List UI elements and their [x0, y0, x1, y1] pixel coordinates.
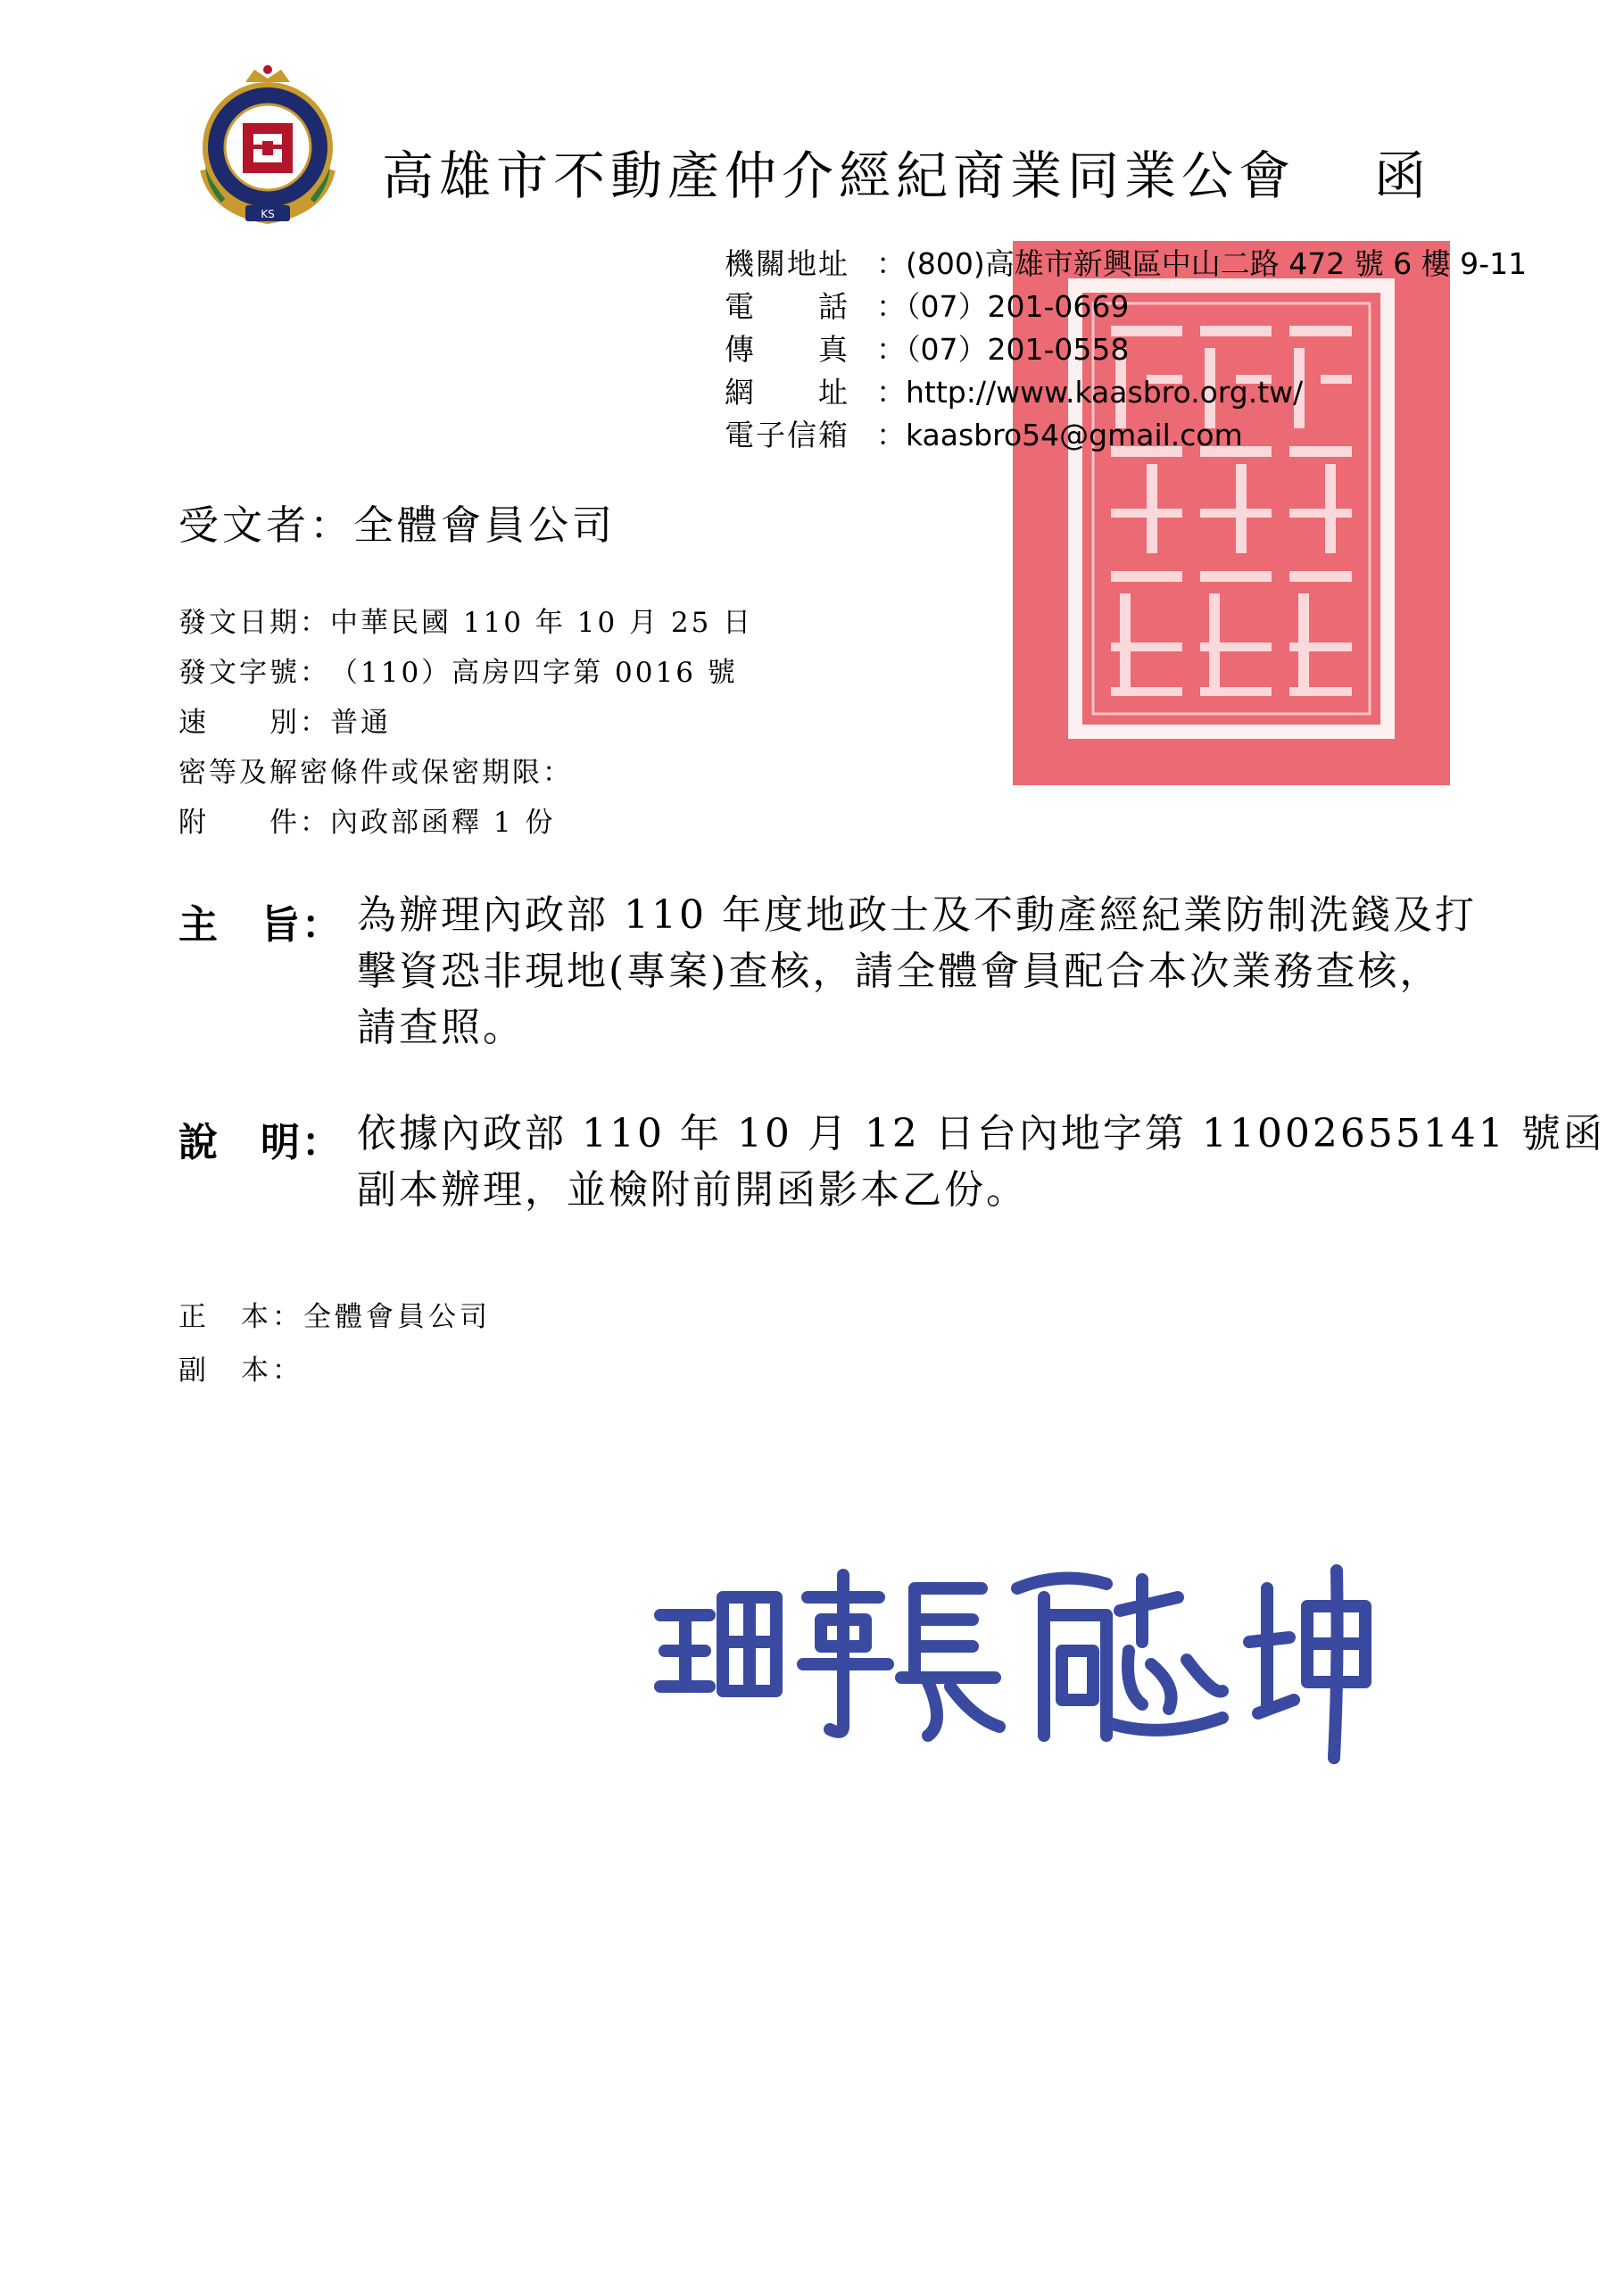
contact-email: 電子信箱 ：kaasbro54@gmail.com — [725, 412, 1243, 454]
contact-phone: 電 話 ：（07）201-0669 — [725, 284, 1129, 326]
meta-label: 附 件： — [178, 807, 330, 839]
association-logo — [187, 62, 348, 228]
meta-value: （110）高房四字第 0016 號 — [330, 657, 738, 689]
subject-line: 擊資恐非現地(專案)查核，請全體會員配合本次業務查核， — [357, 949, 1442, 994]
description-line: 依據內政部 110 年 10 月 12 日台內地字第 11002655141 號函 — [357, 1111, 1605, 1156]
copy-duplicate — [178, 1347, 303, 1388]
recipient-value: 全體會員公司 — [353, 501, 617, 549]
contact-fax: 傳 真 ：（07）201-0558 — [725, 327, 1129, 369]
description-label: 說 明： — [178, 1120, 343, 1165]
contact-value: (800)高雄市新興區中山二路 472 號 6 樓 9-11 — [906, 246, 1528, 281]
logo-text: KS — [261, 208, 275, 220]
contact-value: （07）201-0558 — [906, 332, 1130, 367]
meta-doc-number — [178, 650, 738, 690]
contact-value: （07）201-0669 — [906, 289, 1130, 324]
org-name: 高雄市不動產仲介經紀商業同業公會 — [382, 145, 1297, 206]
meta-confidentiality — [178, 750, 573, 790]
copy-original — [178, 1294, 491, 1334]
copy-label: 正 本： — [178, 1301, 303, 1333]
subject-label: 主 旨： — [178, 902, 343, 948]
meta-date — [178, 600, 753, 640]
recipient-label: 受文者： — [178, 501, 354, 549]
meta-label: 速 別： — [178, 707, 330, 739]
meta-attachment — [178, 800, 555, 840]
meta-value: 內政部函釋 1 份 — [330, 807, 556, 839]
contact-address: 機關地址 ：(800)高雄市新興區中山二路 472 號 6 樓 9-11 — [725, 241, 1527, 283]
description-line: 副本辦理，並檢附前開函影本乙份。 — [357, 1167, 1028, 1213]
meta-label: 密等及解密條件或保密期限： — [178, 757, 573, 789]
meta-value: 普通 — [330, 707, 391, 739]
subject-line: 請查照。 — [357, 1005, 525, 1050]
contact-label: 電 話 — [725, 289, 849, 324]
chairman-signature — [642, 1535, 1428, 1767]
meta-speed — [178, 700, 391, 740]
meta-label: 發文字號： — [178, 657, 330, 689]
contact-website: 網 址 ：http://www.kaasbro.org.tw/ — [725, 369, 1303, 411]
contact-email-link[interactable]: kaasbro54@gmail.com — [906, 418, 1243, 452]
contact-website-link[interactable]: http://www.kaasbro.org.tw/ — [906, 375, 1304, 410]
copy-label: 副 本： — [178, 1355, 303, 1387]
contact-label: 電子信箱 — [725, 418, 849, 452]
copy-value: 全體會員公司 — [303, 1301, 491, 1333]
meta-value: 中華民國 110 年 10 月 25 日 — [330, 607, 754, 639]
doc-type: 函 — [1374, 145, 1427, 206]
contact-label: 傳 真 — [725, 332, 849, 367]
subject-line: 為辦理內政部 110 年度地政士及不動產經紀業防制洗錢及打 — [357, 892, 1477, 938]
meta-label: 發文日期： — [178, 607, 330, 639]
contact-label: 網 址 — [725, 375, 849, 410]
contact-label: 機關地址 — [725, 246, 849, 281]
recipient — [178, 493, 616, 551]
